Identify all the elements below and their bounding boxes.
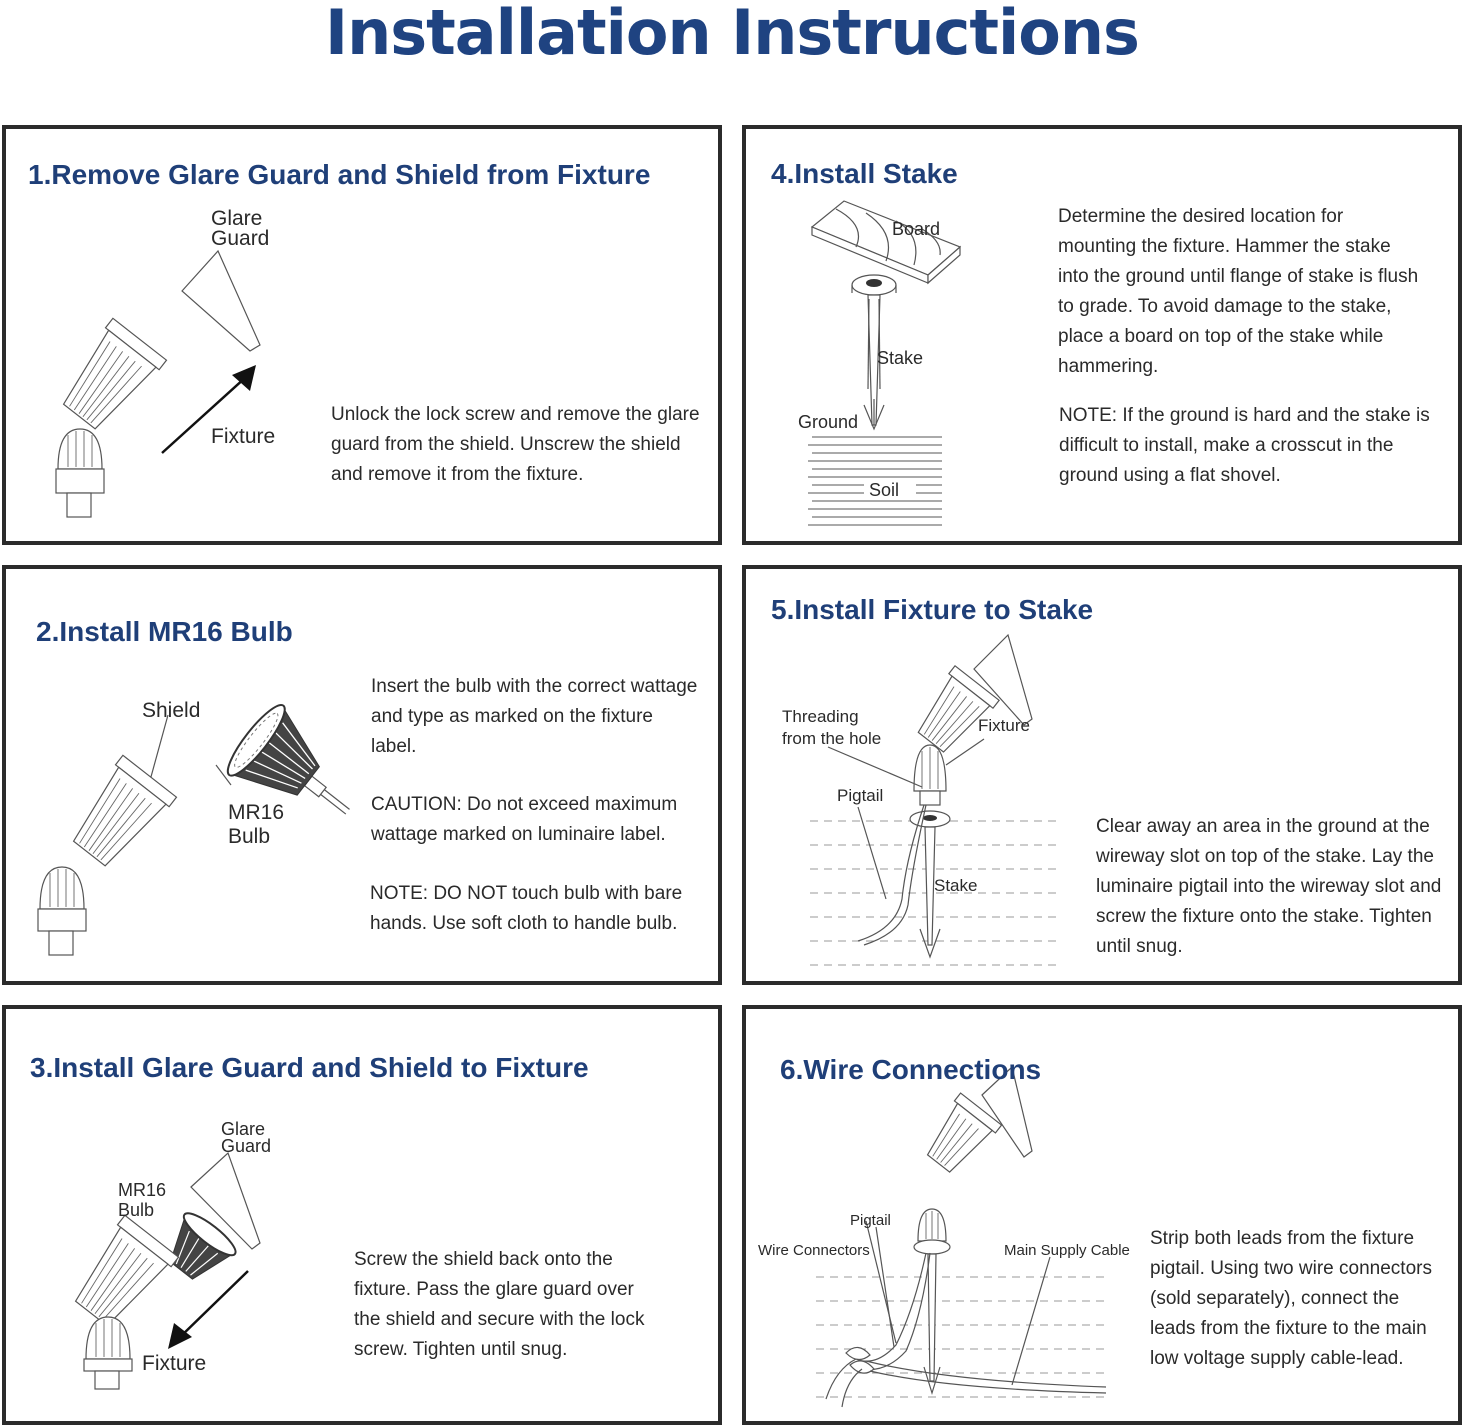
step-3-text: Screw the shield back onto the fixture. Pass the glare guard over the shield and secure with the lock screw. Tighten until snug. [354,1249,645,1360]
mr16-label: MR16 [118,1180,167,1200]
guard-label: Guard [221,1136,272,1156]
step-2-note: NOTE: DO NOT touch bulb with bare hands. Use soft cloth to handle bulb. [370,883,683,934]
bulb-label: Bulb [118,1200,155,1220]
main-supply-cable-label: Main Supply Cable [1004,1242,1130,1259]
step-5-text: Clear away an area in the ground at the wireway slot on top of the stake. Lay the luminaire pigtail into the wireway slot and screw the fixture onto the stake. Tighten until snug. [1096,816,1442,957]
step-3-title: 3.Install Glare Guard and Shield to Fixture [30,1052,589,1083]
mr16-label: MR16 [228,801,285,824]
step-2-caution: CAUTION: Do not exceed maximum wattage marked on luminaire label. [371,794,678,845]
step-4-text: Determine the desired location for mounting the fixture. Hammer the stake into the ground until flange of stake is flush to grade. To avoid damage to the stake, place a board on top of the stake while hammering. [1058,206,1419,377]
board-label: Board [892,219,941,239]
step-6-text: Strip both leads from the fixture pigtail. Using two wire connectors (sold separately), connect the leads from the fixture to the main low voltage supply cable-lead. [1150,1228,1432,1369]
threading-label: Threading [782,707,859,726]
step-6-panel [742,1005,1462,1425]
fixture-label: Fixture [142,1352,207,1375]
step-4-note: NOTE: If the ground is hard and the stake is difficult to install, make a crosscut in the ground using a flat shovel. [1059,405,1430,486]
step-2-text: Insert the bulb with the correct wattage and type as marked on the fixture label. [371,676,698,757]
step-2-panel [2,565,722,985]
pigtail-label: Pigtail [850,1212,891,1229]
step-5-title: 5.Install Fixture to Stake [771,594,1094,625]
step-3-panel [2,1005,722,1425]
shield-label: Shield [142,699,201,722]
wire-connectors-label: Wire Connectors [758,1242,870,1259]
ground-label: Ground [798,412,859,432]
bulb-label: Bulb [228,825,271,848]
step-4-title: 4.Install Stake [771,158,958,189]
guard-label: Guard [211,227,270,250]
from-hole-label: from the hole [782,729,882,748]
glare-label: Glare [221,1119,266,1139]
glare-label: Glare [211,207,263,230]
fixture-label: Fixture [211,425,276,448]
step-4-panel [742,125,1462,545]
page-title: Installation Instructions [325,0,1139,69]
step-1-text: Unlock the lock screw and remove the glare guard from the shield. Unscrew the shield and remove it from the fixture. [331,404,700,485]
pigtail-label: Pigtail [837,786,884,805]
step-5-panel [742,565,1462,985]
stake-label: Stake [934,876,978,895]
step-2-title: 2.Install MR16 Bulb [36,616,293,647]
step-6-title: 6.Wire Connections [780,1054,1042,1085]
stake-label: Stake [877,348,924,368]
soil-label: Soil [869,480,900,500]
fixture-label: Fixture [978,716,1030,735]
step-1-panel [2,125,722,545]
step-1-title: 1.Remove Glare Guard and Shield from Fixture [28,159,651,190]
